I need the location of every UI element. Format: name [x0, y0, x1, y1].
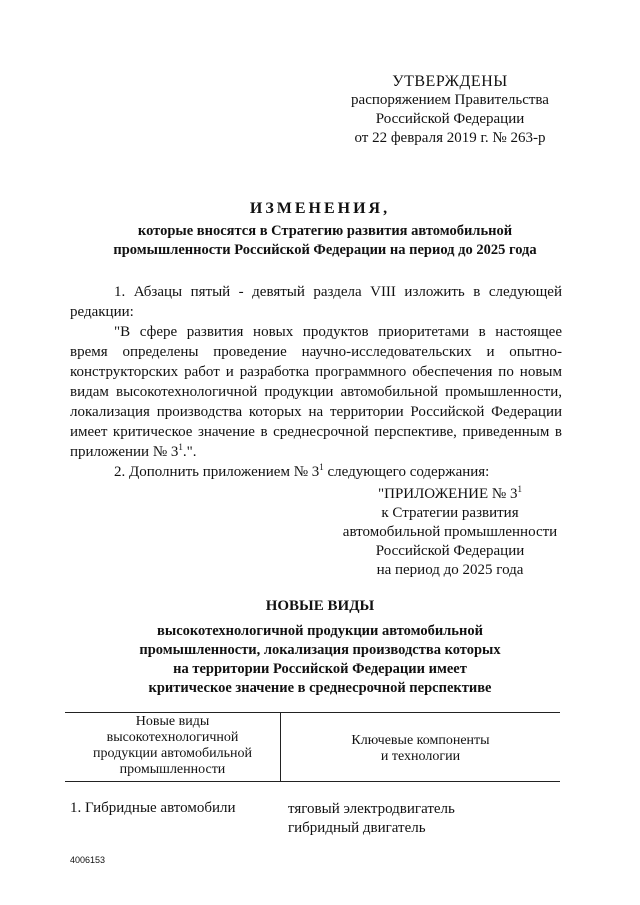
appendix-header [330, 485, 570, 580]
subtitle-line-1: которые вносятся в Стратегию развития автомобильной [137, 223, 513, 239]
appendix-superscript: 1 [517, 484, 522, 494]
item-2-superscript: 1 [319, 462, 324, 472]
quote-end: .". [182, 444, 197, 460]
new-types-subtitle [100, 622, 540, 698]
appendix-line-3: Российской Федерации [375, 543, 525, 559]
quote-superscript: 1 [178, 442, 183, 452]
table-header [65, 712, 560, 782]
column-header-1-line: высокотехнологичной [106, 730, 239, 745]
table-row-items [288, 800, 455, 838]
approved-line-1: распоряжением Правительства [351, 92, 549, 108]
new-types-line-3: на территории Российской Федерации имеет [173, 661, 467, 677]
approval-block [330, 72, 570, 148]
document-code: 4006153 [70, 855, 106, 865]
approved-line-3: от 22 февраля 2019 г. № 263-р [354, 130, 546, 146]
subtitle-line-2: промышленности Российской Федерации на период до 2025 года [113, 242, 537, 258]
appendix-heading-text: "ПРИЛОЖЕНИЕ № 3 [377, 486, 518, 502]
new-types-title: НОВЫЕ ВИДЫ [265, 598, 375, 614]
appendix-line-2: автомобильной промышленности [342, 524, 558, 540]
document-title: ИЗМЕНЕНИЯ, [249, 200, 391, 217]
item-2 [70, 462, 562, 482]
table-row-item: гибридный двигатель [288, 820, 426, 836]
column-header-1 [65, 714, 280, 778]
item-2-end: следующего содержания: [323, 464, 490, 480]
appendix-line-1: к Стратегии развития [381, 505, 519, 521]
document-subtitle [80, 222, 570, 260]
new-types-line-1: высокотехнологичной продукции автомобильной [157, 623, 483, 639]
approved-line-2: Российской Федерации [375, 111, 525, 127]
new-types-line-4: критическое значение в среднесрочной перспективе [148, 680, 492, 696]
table-row-name: 1. Гибридные автомобили [70, 800, 236, 816]
appendix-heading [330, 485, 570, 504]
document-body [70, 282, 562, 482]
new-types-line-2: промышленности, локализация производства которых [139, 642, 501, 658]
approved-heading: УТВЕРЖДЕНЫ [392, 73, 508, 90]
quote-text: "В сфере развития новых продуктов приоритетами в настоящее время определены проведение научно-исследовательских и опытно-конструкторских работ и разработка программного обеспечения по новым видам высокотехнологичной продукции автомобильной промышленности, локализация производства которых на территории Российской Федерации имеет критическое значение в среднесрочной перспективе, приведенным в приложении № 3 [70, 324, 562, 460]
column-header-1-line: продукции автомобильной [93, 746, 252, 761]
column-header-1-line: Новые виды [135, 714, 210, 729]
column-header-2 [281, 733, 560, 765]
column-header-2-line: и технологии [380, 749, 461, 764]
quoted-paragraph [70, 322, 562, 462]
item-1: 1. Абзацы пятый - девятый раздела VIII изложить в следующей редакции: [70, 284, 562, 320]
column-header-1-line: промышленности [119, 762, 226, 777]
column-header-2-line: Ключевые компоненты [351, 733, 490, 748]
item-2-text: 2. Дополнить приложением № 3 [114, 464, 320, 480]
appendix-line-4: на период до 2025 года [376, 562, 524, 578]
table-row-item: тяговый электродвигатель [288, 801, 455, 817]
